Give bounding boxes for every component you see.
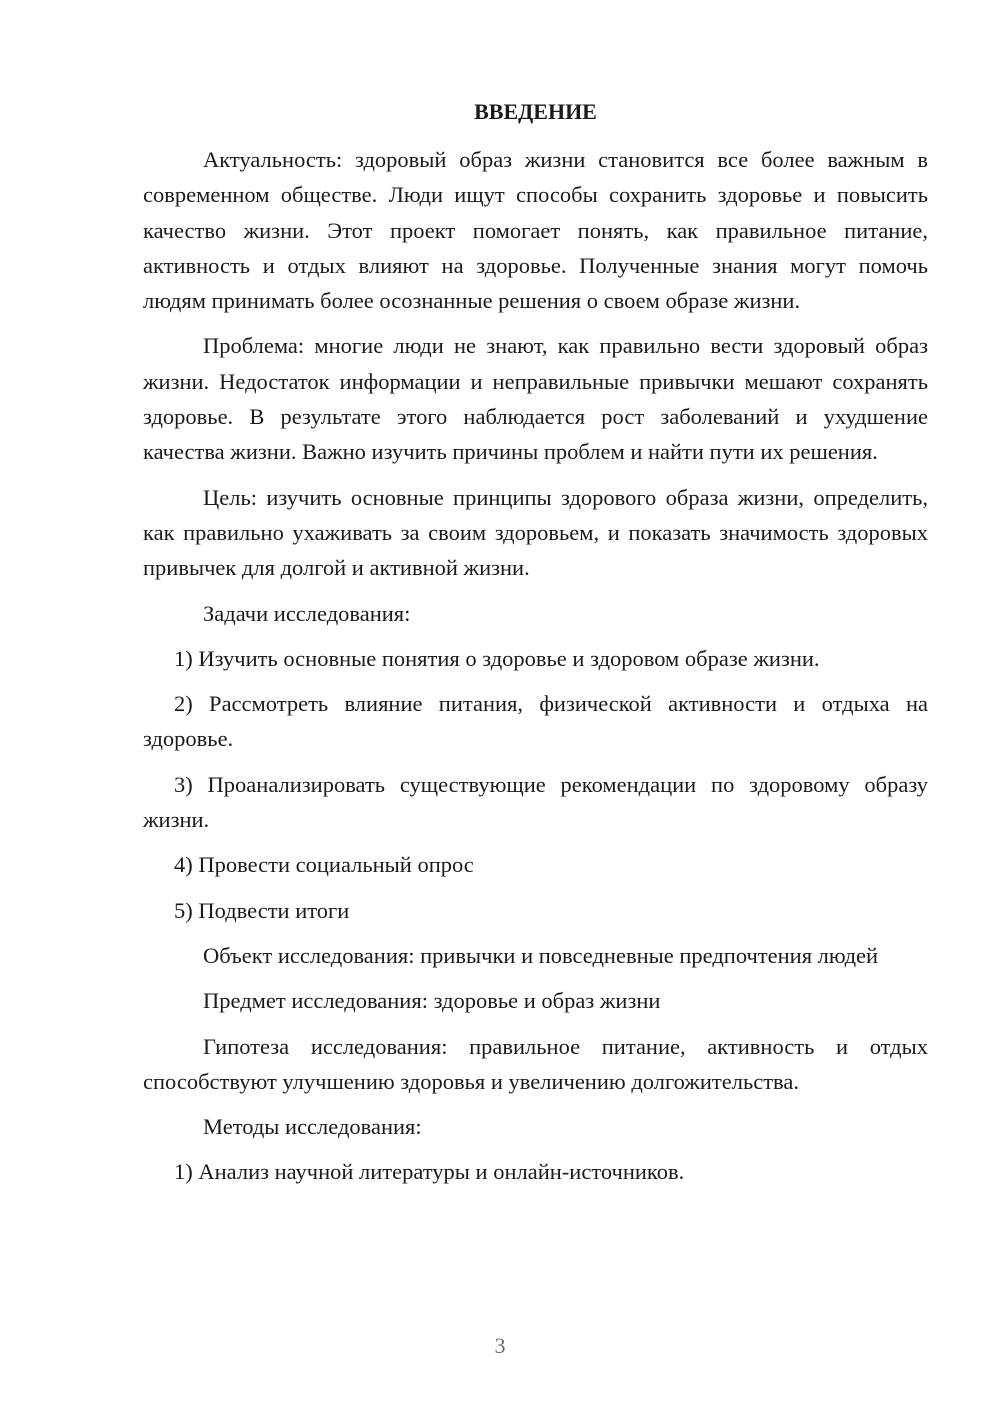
paragraph-hypothesis: Гипотеза исследования: правильное питание, активность и отдых способствуют улучшению здоровья и увеличению долгожительства. (143, 1033, 928, 1094)
task-item-1: 1) Изучить основные понятия о здоровье и здоровом образе жизни. (174, 645, 820, 671)
section-title: ВВЕДЕНИЕ (474, 99, 597, 124)
paragraph-subject: Предмет исследования: здоровье и образ жизни (203, 988, 661, 1014)
page-number: 3 (494, 1333, 506, 1358)
paragraph-object: Объект исследования: привычки и повседневные предпочтения людей (203, 942, 879, 968)
method-item-1: 1) Анализ научной литературы и онлайн-источников. (174, 1159, 685, 1185)
document-body (143, 94, 928, 1200)
task-item-3: 3) Проанализировать существующие рекомендации по здоровому образу жизни. (143, 771, 928, 833)
paragraph-relevance: Актуальность: здоровый образ жизни становится все более важным в современном обществе. Люди ищут способы сохранить здоровье и повысить качество жизни. Этот проект помогает понять, как правильное питание, активность и отдых влияют на здоровье. Полученные знания могут помочь людям принимать более осознанные решения о своем образе жизни. (143, 147, 928, 314)
task-item-4: 4) Провести социальный опрос (174, 852, 474, 878)
methods-heading: Методы исследования: (203, 1114, 422, 1140)
task-item-2: 2) Рассмотреть влияние питания, физической активности и отдыха на здоровье. (143, 691, 928, 752)
paragraph-goal: Цель: изучить основные принципы здорового образа жизни, определить, как правильно ухаживать за своим здоровьем, и показать значимость здоровых привычек для долгой и активной жизни. (143, 484, 928, 581)
tasks-heading: Задачи исследования: (203, 600, 411, 626)
paragraph-problem: Проблема: многие люди не знают, как правильно вести здоровый образ жизни. Недостаток информации и неправильные привычки мешают сохранять здоровье. В результате этого наблюдается рост заболеваний и ухудшение качества жизни. Важно изучить причины проблем и найти пути их решения. (143, 333, 928, 465)
task-item-5: 5) Подвести итоги (174, 897, 350, 923)
